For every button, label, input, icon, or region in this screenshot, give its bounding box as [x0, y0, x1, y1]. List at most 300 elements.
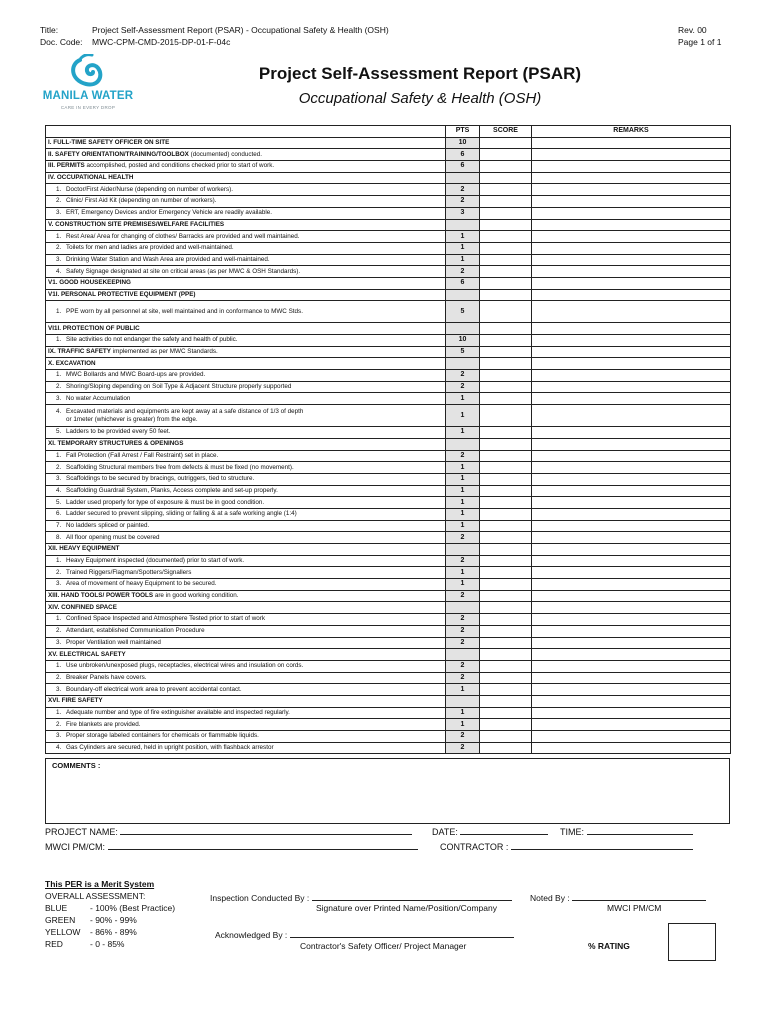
item-text: Shoring/Sloping depending on Soil Type & Adjacent Structure properly supported	[66, 383, 292, 391]
header-score: SCORE	[480, 126, 532, 138]
score-cell[interactable]	[480, 335, 532, 347]
title-label: Title:	[40, 25, 59, 35]
item-number: 1.	[56, 185, 62, 193]
score-cell[interactable]	[480, 427, 532, 439]
item-text: MWC Bollards and MWC Board-ups are provided.	[66, 371, 206, 379]
section-title: XII. HEAVY EQUIPMENT	[48, 545, 120, 553]
item-number: 4.	[56, 267, 62, 275]
time-field[interactable]	[560, 825, 693, 837]
criteria-cell	[46, 707, 446, 719]
score-cell[interactable]	[480, 137, 532, 149]
score-cell[interactable]	[480, 590, 532, 602]
item-text: ERT, Emergency Devices and/or Emergency Vehicle are readily available.	[66, 209, 273, 217]
remarks-cell[interactable]	[532, 161, 731, 173]
score-cell[interactable]	[480, 231, 532, 243]
remarks-cell[interactable]	[532, 660, 731, 672]
remarks-cell[interactable]	[532, 370, 731, 382]
item-text: Rest Area/ Area for changing of clothes/ Barracks are provided and well maintained.	[66, 232, 300, 240]
score-cell[interactable]	[480, 149, 532, 161]
remarks-cell[interactable]	[532, 719, 731, 731]
rating-range: - 86% - 89%	[90, 927, 137, 937]
criteria-cell	[46, 497, 446, 509]
item-text: Adequate number and type of fire extinguisher available and inspected regularly.	[66, 708, 290, 716]
remarks-cell[interactable]	[532, 649, 731, 661]
score-cell[interactable]	[480, 532, 532, 544]
section-row	[46, 161, 731, 173]
criteria-cell	[46, 381, 446, 393]
score-cell[interactable]	[480, 346, 532, 358]
remarks-cell[interactable]	[532, 172, 731, 184]
noted-field[interactable]	[530, 891, 706, 903]
item-text: Drinking Water Station and Wash Area are provided and well-maintained.	[66, 255, 270, 263]
header-remarks: REMARKS	[532, 126, 731, 138]
score-cell[interactable]	[480, 719, 532, 731]
comments-box[interactable]	[45, 758, 730, 824]
item-row	[46, 335, 731, 347]
points-cell: 1	[446, 719, 480, 731]
item-row	[46, 427, 731, 439]
remarks-cell[interactable]	[532, 358, 731, 370]
criteria-cell	[46, 508, 446, 520]
remarks-cell[interactable]	[532, 393, 731, 405]
item-text: Excavated materials and equipments are kept away at a safe distance of 1/3 of depth	[66, 407, 304, 415]
criteria-cell	[46, 590, 446, 602]
score-cell[interactable]	[480, 649, 532, 661]
criteria-cell	[46, 672, 446, 684]
points-cell: 1	[446, 254, 480, 266]
criteria-cell	[46, 660, 446, 672]
revision: Rev. 00	[678, 25, 707, 35]
item-number: 3.	[56, 638, 62, 646]
points-cell: 2	[446, 450, 480, 462]
item-row	[46, 614, 731, 626]
points-cell	[446, 219, 480, 231]
remarks-cell[interactable]	[532, 473, 731, 485]
section-row	[46, 695, 731, 707]
score-cell[interactable]	[480, 289, 532, 301]
item-text: Proper storage labeled containers for chemicals or flammable liquids.	[66, 732, 259, 740]
score-cell[interactable]	[480, 393, 532, 405]
section-row	[46, 602, 731, 614]
remarks-cell[interactable]	[532, 254, 731, 266]
remarks-cell[interactable]	[532, 614, 731, 626]
item-number: 1.	[56, 232, 62, 240]
remarks-cell[interactable]	[532, 555, 731, 567]
points-cell: 10	[446, 335, 480, 347]
rating-box[interactable]	[668, 923, 716, 961]
section-row	[46, 346, 731, 358]
item-row	[46, 485, 731, 497]
item-text: Confined Space Inspected and Atmosphere Tested prior to start of work	[66, 615, 266, 623]
remarks-cell[interactable]	[532, 289, 731, 301]
score-cell[interactable]	[480, 450, 532, 462]
remarks-cell[interactable]	[532, 520, 731, 532]
item-number: 3.	[56, 685, 62, 693]
section-title: XIII. HAND TOOLS/ POWER TOOLS	[48, 592, 154, 600]
rating-color: YELLOW	[45, 927, 81, 937]
points-cell: 2	[446, 184, 480, 196]
score-cell[interactable]	[480, 219, 532, 231]
criteria-cell	[46, 719, 446, 731]
remarks-cell[interactable]	[532, 323, 731, 335]
criteria-cell	[46, 438, 446, 450]
acknowledged-field[interactable]	[215, 928, 514, 940]
score-cell[interactable]	[480, 567, 532, 579]
item-row	[46, 508, 731, 520]
remarks-cell[interactable]	[532, 266, 731, 278]
points-cell	[446, 289, 480, 301]
remarks-cell[interactable]	[532, 684, 731, 696]
rating-range: - 90% - 99%	[90, 915, 137, 925]
section-row	[46, 289, 731, 301]
criteria-cell	[46, 254, 446, 266]
criteria-cell	[46, 219, 446, 231]
score-cell[interactable]	[480, 381, 532, 393]
score-cell[interactable]	[480, 438, 532, 450]
section-note: implemented as per MWC Standards.	[110, 348, 218, 356]
remarks-cell[interactable]	[532, 405, 731, 427]
rating-label: % RATING	[588, 941, 630, 951]
item-number: 1.	[56, 371, 62, 379]
score-cell[interactable]	[480, 196, 532, 208]
points-cell: 1	[446, 462, 480, 474]
remarks-cell[interactable]	[532, 672, 731, 684]
contractor-label: CONTRACTOR :	[440, 842, 509, 852]
score-cell[interactable]	[480, 625, 532, 637]
section-row	[46, 323, 731, 335]
item-row	[46, 473, 731, 485]
points-cell: 2	[446, 637, 480, 649]
points-cell: 1	[446, 684, 480, 696]
score-cell[interactable]	[480, 184, 532, 196]
remarks-cell[interactable]	[532, 207, 731, 219]
points-cell: 2	[446, 266, 480, 278]
section-title: IX. TRAFFIC SAFETY	[48, 348, 111, 356]
score-cell[interactable]	[480, 672, 532, 684]
score-cell[interactable]	[480, 207, 532, 219]
date-label: DATE:	[432, 827, 458, 837]
item-row	[46, 660, 731, 672]
item-number: 1.	[56, 708, 62, 716]
score-cell[interactable]	[480, 660, 532, 672]
score-cell[interactable]	[480, 172, 532, 184]
item-row	[46, 579, 731, 591]
criteria-cell	[46, 544, 446, 556]
assessment-table	[45, 125, 731, 754]
score-cell[interactable]	[480, 684, 532, 696]
score-cell[interactable]	[480, 405, 532, 427]
criteria-cell	[46, 289, 446, 301]
remarks-cell[interactable]	[532, 427, 731, 439]
item-number: 2.	[56, 463, 62, 471]
criteria-cell	[46, 393, 446, 405]
section-title: XIV. CONFINED SPACE	[48, 603, 117, 611]
item-row	[46, 405, 731, 427]
section-row	[46, 358, 731, 370]
criteria-cell	[46, 137, 446, 149]
item-row	[46, 532, 731, 544]
item-text: Toilets for men and ladies are provided and well-maintained.	[66, 244, 234, 252]
table-header-row	[46, 126, 731, 138]
item-text: Ladders to be provided every 50 feet.	[66, 428, 171, 436]
header-pts: PTS	[446, 126, 480, 138]
item-row	[46, 567, 731, 579]
item-number: 3.	[56, 255, 62, 263]
item-text: Attendant, established Communication Procedure	[66, 627, 205, 635]
item-row	[46, 231, 731, 243]
criteria-cell	[46, 196, 446, 208]
score-cell[interactable]	[480, 323, 532, 335]
item-text: All floor opening must be covered	[66, 533, 160, 541]
remarks-cell[interactable]	[532, 462, 731, 474]
score-cell[interactable]	[480, 473, 532, 485]
item-row	[46, 625, 731, 637]
item-number: 1.	[56, 557, 62, 565]
date-field[interactable]	[432, 825, 548, 837]
score-cell[interactable]	[480, 485, 532, 497]
score-cell[interactable]	[480, 301, 532, 323]
points-cell: 1	[446, 707, 480, 719]
criteria-cell	[46, 450, 446, 462]
points-cell: 6	[446, 161, 480, 173]
title-value: Project Self-Assessment Report (PSAR) - Occupational Safety & Health (OSH)	[92, 25, 389, 35]
item-number: 4.	[56, 407, 62, 415]
score-cell[interactable]	[480, 358, 532, 370]
rating-color: GREEN	[45, 915, 76, 925]
criteria-cell	[46, 266, 446, 278]
item-number: 3.	[56, 475, 62, 483]
points-cell: 2	[446, 532, 480, 544]
mwci-label: MWCI PM/CM:	[45, 842, 105, 852]
score-cell[interactable]	[480, 254, 532, 266]
section-title: V1. GOOD HOUSEKEEPING	[48, 279, 131, 287]
item-row	[46, 672, 731, 684]
page-subtitle: Occupational Safety & Health (OSH)	[298, 90, 542, 107]
item-text: Ladder secured to prevent slipping, sliding or falling & at a safe working angle (1:4)	[66, 510, 297, 518]
score-cell[interactable]	[480, 731, 532, 743]
logo-name: MANILA WATER	[42, 90, 134, 102]
section-note: are in good working condition.	[153, 592, 239, 600]
remarks-cell[interactable]	[532, 508, 731, 520]
item-row	[46, 450, 731, 462]
criteria-cell	[46, 427, 446, 439]
project-name-field[interactable]	[45, 825, 412, 837]
section-row	[46, 219, 731, 231]
score-cell[interactable]	[480, 277, 532, 289]
score-cell[interactable]	[480, 520, 532, 532]
points-cell: 3	[446, 207, 480, 219]
remarks-cell[interactable]	[532, 219, 731, 231]
score-cell[interactable]	[480, 555, 532, 567]
points-cell: 2	[446, 731, 480, 743]
points-cell: 6	[446, 149, 480, 161]
section-row	[46, 137, 731, 149]
criteria-cell	[46, 335, 446, 347]
remarks-cell[interactable]	[532, 731, 731, 743]
score-cell[interactable]	[480, 602, 532, 614]
criteria-cell	[46, 277, 446, 289]
points-cell	[446, 649, 480, 661]
item-text: Proper Ventilation well maintained	[66, 638, 161, 646]
criteria-cell	[46, 742, 446, 754]
remarks-cell[interactable]	[532, 485, 731, 497]
score-cell[interactable]	[480, 266, 532, 278]
points-cell: 1	[446, 231, 480, 243]
section-title: XI. TEMPORARY STRUCTURES & OPENINGS	[48, 440, 184, 448]
signature-caption: Signature over Printed Name/Position/Company	[316, 903, 497, 913]
remarks-cell[interactable]	[532, 438, 731, 450]
project-name-label: PROJECT NAME:	[45, 827, 118, 837]
item-text: Breaker Panels have covers.	[66, 673, 147, 681]
criteria-cell	[46, 637, 446, 649]
section-title: V. CONSTRUCTION SITE PREMISES/WELFARE FACILITIES	[48, 220, 225, 228]
score-cell[interactable]	[480, 544, 532, 556]
criteria-cell	[46, 301, 446, 323]
points-cell: 2	[446, 196, 480, 208]
remarks-cell[interactable]	[532, 242, 731, 254]
item-number: 3.	[56, 732, 62, 740]
section-note: (documented) conducted.	[188, 150, 263, 158]
remarks-cell[interactable]	[532, 497, 731, 509]
item-row	[46, 254, 731, 266]
criteria-cell	[46, 579, 446, 591]
remarks-cell[interactable]	[532, 695, 731, 707]
item-number: 2.	[56, 383, 62, 391]
remarks-cell[interactable]	[532, 381, 731, 393]
criteria-cell	[46, 614, 446, 626]
mwci-field[interactable]	[45, 840, 418, 852]
score-cell[interactable]	[480, 579, 532, 591]
item-text: Safety Signage designated at site on critical areas (as per MWC & OSH Standards).	[66, 267, 301, 275]
noted-label: Noted By :	[530, 893, 570, 903]
criteria-cell	[46, 625, 446, 637]
points-cell: 1	[446, 579, 480, 591]
score-cell[interactable]	[480, 462, 532, 474]
remarks-cell[interactable]	[532, 579, 731, 591]
item-text: Fall Protection (Fall Arrest / Fall Restraint) set in place.	[66, 451, 219, 459]
points-cell: 6	[446, 277, 480, 289]
points-cell	[446, 695, 480, 707]
section-title: I. FULL-TIME SAFETY OFFICER ON SITE	[48, 139, 170, 147]
score-cell[interactable]	[480, 742, 532, 754]
item-text: No water Accumulation	[66, 394, 131, 402]
points-cell: 2	[446, 381, 480, 393]
remarks-cell[interactable]	[532, 625, 731, 637]
item-number: 2.	[56, 673, 62, 681]
remarks-cell[interactable]	[532, 532, 731, 544]
criteria-cell	[46, 405, 446, 427]
time-label: TIME:	[560, 827, 584, 837]
rating-range: - 100% (Best Practice)	[90, 903, 176, 913]
remarks-cell[interactable]	[532, 346, 731, 358]
points-cell: 2	[446, 672, 480, 684]
section-title: XVI. FIRE SAFETY	[48, 697, 103, 705]
section-title: IV. OCCUPATIONAL HEALTH	[48, 174, 134, 182]
score-cell[interactable]	[480, 370, 532, 382]
remarks-cell[interactable]	[532, 301, 731, 323]
remarks-cell[interactable]	[532, 567, 731, 579]
item-row	[46, 381, 731, 393]
points-cell: 1	[446, 393, 480, 405]
points-cell: 1	[446, 485, 480, 497]
criteria-cell	[46, 242, 446, 254]
item-number: 1.	[56, 451, 62, 459]
item-number: 3.	[56, 209, 62, 217]
header-criteria	[46, 126, 446, 138]
remarks-cell[interactable]	[532, 450, 731, 462]
inspection-label: Inspection Conducted By :	[210, 893, 310, 903]
section-row	[46, 544, 731, 556]
section-title: XV. ELECTRICAL SAFETY	[48, 650, 126, 658]
remarks-cell[interactable]	[532, 277, 731, 289]
score-cell[interactable]	[480, 497, 532, 509]
remarks-cell[interactable]	[532, 544, 731, 556]
remarks-cell[interactable]	[532, 707, 731, 719]
points-cell: 2	[446, 590, 480, 602]
criteria-cell	[46, 567, 446, 579]
points-cell: 1	[446, 520, 480, 532]
inspection-field[interactable]	[210, 891, 512, 903]
remarks-cell[interactable]	[532, 149, 731, 161]
criteria-cell	[46, 149, 446, 161]
item-number: 6.	[56, 510, 62, 518]
remarks-cell[interactable]	[532, 196, 731, 208]
item-number: 4.	[56, 486, 62, 494]
item-text: Area of movement of heavy Equipment to be secured.	[66, 580, 217, 588]
points-cell	[446, 602, 480, 614]
criteria-cell	[46, 485, 446, 497]
item-text: Use unbroken/unexposed plugs, receptacles, electrical wires and insulation on cords.	[66, 662, 304, 670]
score-cell[interactable]	[480, 614, 532, 626]
score-cell[interactable]	[480, 242, 532, 254]
section-row	[46, 277, 731, 289]
score-cell[interactable]	[480, 508, 532, 520]
item-number: 7.	[56, 521, 62, 529]
item-row	[46, 731, 731, 743]
score-cell[interactable]	[480, 695, 532, 707]
item-row	[46, 462, 731, 474]
merit-note: This PER is a Merit System	[45, 879, 155, 889]
criteria-cell	[46, 649, 446, 661]
contractor-officer-caption: Contractor's Safety Officer/ Project Manager	[300, 941, 467, 951]
score-cell[interactable]	[480, 161, 532, 173]
item-number: 4.	[56, 744, 62, 752]
remarks-cell[interactable]	[532, 590, 731, 602]
item-number: 8.	[56, 533, 62, 541]
remarks-cell[interactable]	[532, 335, 731, 347]
remarks-cell[interactable]	[532, 184, 731, 196]
item-row	[46, 520, 731, 532]
item-text: Doctor/First Aider/Nurse (depending on number of workers).	[66, 185, 233, 193]
section-row	[46, 649, 731, 661]
score-cell[interactable]	[480, 707, 532, 719]
item-row	[46, 555, 731, 567]
item-row	[46, 301, 731, 323]
section-row	[46, 438, 731, 450]
remarks-cell[interactable]	[532, 742, 731, 754]
remarks-cell[interactable]	[532, 231, 731, 243]
remarks-cell[interactable]	[532, 137, 731, 149]
section-title: VI1I. PROTECTION OF PUBLIC	[48, 324, 140, 332]
item-number: 1.	[56, 615, 62, 623]
score-cell[interactable]	[480, 637, 532, 649]
item-row	[46, 684, 731, 696]
criteria-cell	[46, 370, 446, 382]
remarks-cell[interactable]	[532, 602, 731, 614]
remarks-cell[interactable]	[532, 637, 731, 649]
contractor-field[interactable]	[440, 840, 693, 852]
item-text: Scaffolding Guardrail System, Planks, Access complete and set-up properly.	[66, 486, 278, 494]
